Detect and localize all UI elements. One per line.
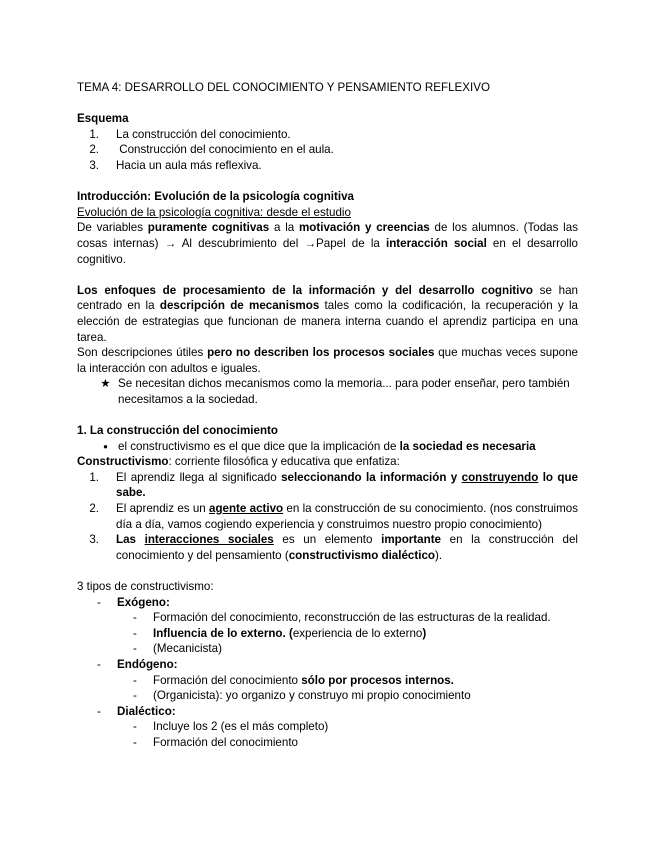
exogeno-subitem: - (Mecanicista): [133, 642, 222, 656]
endogeno-subitem: - (Organicista): yo organizo y construyo mi propio conocimiento: [133, 689, 471, 703]
constructivismo-item: 1. El aprendiz llega al significado seleccionando la información y construyendo lo que sabe.: [89, 470, 578, 500]
tipo-dialectico: - Dialéctico:: [97, 704, 176, 718]
endogeno-subitem: - Formación del conocimiento sólo por procesos internos.: [133, 673, 454, 687]
esquema-item: 2. Construcción del conocimiento en el aula.: [89, 143, 334, 157]
section-1-heading: 1. La construcción del conocimiento: [77, 424, 278, 438]
intro-paragraph-2: Los enfoques de procesamiento de la información y del desarrollo cognitivo se han centrado en la descripción de mecanismos tales como la codificación, la recuperación y la elección de estrategias que funcionan de manera interna cuando el aprendiz participa en una tarea.: [77, 283, 579, 344]
tipo-exogeno: - Exógeno:: [97, 595, 170, 609]
esquema-item: 3. Hacia un aula más reflexiva.: [89, 158, 262, 172]
bullet-item: ● el constructivismo es el que dice que la implicación de la sociedad es necesaria: [77, 439, 578, 455]
exogeno-subitem: - Formación del conocimiento, reconstrucción de las estructuras de la realidad.: [133, 611, 551, 625]
tipo-endogeno: - Endógeno:: [97, 657, 178, 671]
tipos-intro: 3 tipos de constructivismo:: [77, 580, 214, 593]
esquema-heading: Esquema: [77, 112, 129, 126]
star-bullet-item: ★ Se necesitan dichos mecanismos como la memoria... para poder enseñar, pero también necesitamos a la sociedad.: [77, 376, 578, 407]
intro-paragraph-3: Son descripciones útiles pero no describen los procesos sociales que muchas veces supone la interacción con adultos e iguales.: [77, 346, 578, 375]
constructivismo-definition: Constructivismo: corriente filosófica y educativa que enfatiza:: [77, 455, 400, 469]
constructivismo-item: 3. Las interacciones sociales es un elemento importante en la construcción del conocimiento y del pensamiento (constructivismo dialéctico).: [89, 533, 578, 562]
intro-heading: Introducción: Evolución de la psicología cognitiva: [77, 190, 354, 204]
bullet-dot-icon: ●: [103, 441, 108, 451]
star-icon: ★: [100, 377, 111, 391]
exogeno-subitem: - Influencia de lo externo. (experiencia de lo externo): [133, 626, 427, 640]
esquema-item: 1. La construcción del conocimiento.: [89, 127, 291, 141]
intro-subheading: Evolución de la psicología cognitiva: desde el estudio: [77, 205, 351, 219]
constructivismo-item: 2. El aprendiz es un agente activo en la construcción de su conocimiento. (nos construimos día a día, vamos cogiendo experiencia y construimos nuestro propio conocimiento): [89, 502, 579, 531]
intro-paragraph-1: De variables puramente cognitivas a la motivación y creencias de los alumnos. (Todas las cosas internas) → Al descubrimiento del →Papel de la interacción social en el desarrollo cognitivo.: [77, 221, 578, 266]
dialectico-subitem: - Formación del conocimiento: [133, 735, 298, 749]
document-page: [77, 80, 578, 751]
document-title: TEMA 4: DESARROLLO DEL CONOCIMIENTO Y PENSAMIENTO REFLEXIVO: [77, 81, 490, 94]
dialectico-subitem: - Incluye los 2 (es el más completo): [133, 720, 329, 734]
